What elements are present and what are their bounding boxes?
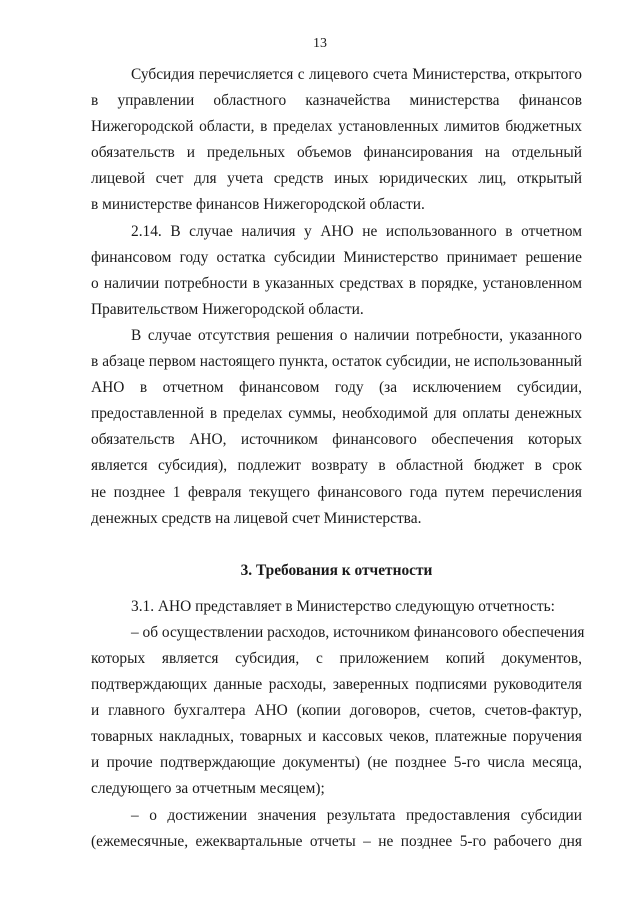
paragraph-2-14: [91, 219, 582, 323]
text-line: Субсидия перечисляется с лицевого счета Министерства, открытого: [131, 66, 582, 83]
text-line: которых является субсидия, с приложением копий документов,: [91, 649, 582, 667]
document-body: [91, 62, 585, 855]
text-line: – о достижении значения результата предоставления субсидии: [131, 806, 582, 824]
text-line: в абзаце первом настоящего пункта, остаток субсидии, не использованный: [91, 353, 582, 371]
spacer: [91, 584, 582, 594]
section-heading: 3. Требования к отчетности: [240, 561, 433, 579]
text-line: В случае отсутствия решения о наличии потребности, указанного: [131, 326, 582, 344]
text-line: обязательств и предельных объемов финансирования на отдельный: [91, 144, 582, 162]
text-line: в управлении областного казначейства министерства финансов: [91, 92, 582, 110]
text-line: о наличии потребности в указанных средствах в порядке, установленном: [91, 274, 582, 292]
paragraph-result-report: [91, 803, 582, 855]
text-line: обязательств АНО, источником финансового обеспечения которых: [91, 431, 582, 449]
text-line: предоставленной в пределах суммы, необходимой для оплаты денежных: [91, 405, 582, 423]
text-line: и прочие подтверждающие документы) (не позднее 5-го числа месяца,: [91, 754, 582, 772]
page-number: 13: [313, 36, 327, 51]
text-line: и главного бухгалтера АНО (копии договоров, счетов, счетов-фактур,: [91, 702, 582, 720]
text-line: подтверждающих данные расходы, заверенных подписями руководителя: [91, 676, 582, 694]
paragraph-expenses-report: [91, 620, 585, 803]
text-line: финансовом году остатка субсидии Министерство принимает решение: [91, 248, 582, 266]
text-line: является субсидия), подлежит возврату в областной бюджет в срок: [91, 457, 582, 475]
paragraph-3-1: [91, 594, 582, 620]
text-line: не позднее 1 февраля текущего финансового года путем перечисления: [91, 483, 582, 501]
text-line: товарных накладных, товарных и кассовых чеков, платежные поручения: [91, 728, 582, 746]
text-line: АНО в отчетном финансовом году (за исключением субсидии,: [91, 379, 582, 397]
paragraph-subsidy-transfer: [91, 62, 582, 219]
text-line: Нижегородской области, в пределах установленных лимитов бюджетных: [91, 118, 582, 136]
text-line: в министерстве финансов Нижегородской области.: [91, 196, 425, 214]
text-line: Правительством Нижегородской области.: [91, 300, 364, 318]
text-line: 2.14. В случае наличия у АНО не использованного в отчетном: [131, 222, 582, 240]
text-line: 3.1. АНО представляет в Министерство следующую отчетность:: [131, 597, 555, 615]
text-line: денежных средств на лицевой счет Министерства.: [91, 509, 422, 527]
text-line: следующего за отчетным месяцем);: [91, 780, 325, 798]
text-line: – об осуществлении расходов, источником финансового обеспечения: [131, 623, 585, 641]
spacer: [91, 532, 582, 558]
text-line: (ежемесячные, ежеквартальные отчеты – не позднее 5-го рабочего дня: [91, 832, 582, 850]
text-line: лицевой счет для учета средств иных юридических лиц, открытый: [91, 170, 582, 188]
paragraph-no-decision: [91, 323, 582, 532]
